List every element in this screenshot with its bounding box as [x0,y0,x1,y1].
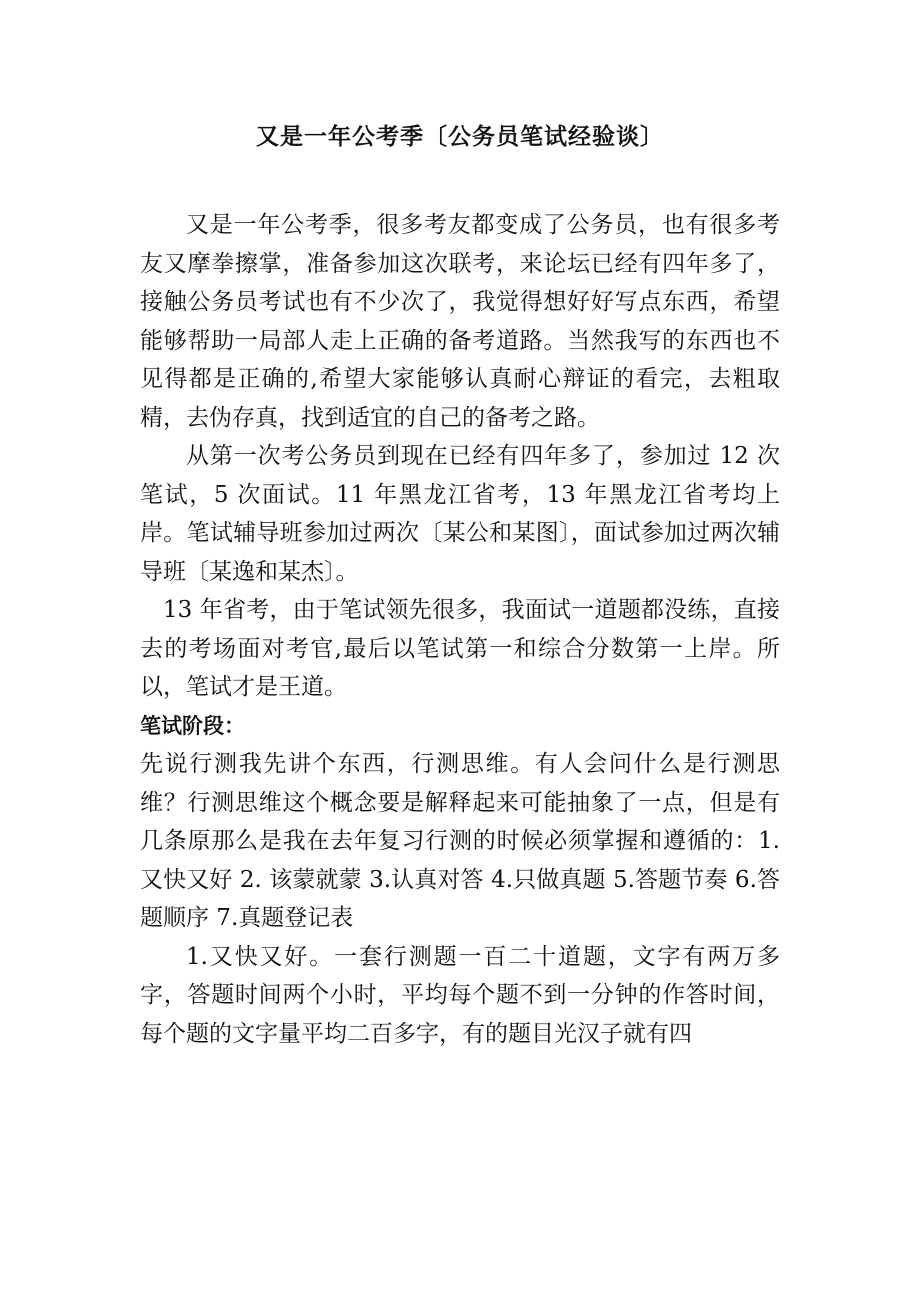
document-title: 又是一年公考季〔公务员笔试经验谈〕 [256,124,664,150]
paragraph-fast-and-good: 1.又快又好。一套行测题一百二十道题，文字有两万多字，答题时间两个小时，平均每个题不到一分钟的作答时间，每个题的文字量平均二百多字，有的题目光汉子就有四 [140,943,780,1047]
section-heading: 笔试阶段： [140,713,245,738]
document-body [140,206,780,1053]
paragraph-experience: 从第一次考公务员到现在已经有四年多了，参加过 12 次笔试，5 次面试。11 年黑龙江省考，13 年黑龙江省考均上岸。笔试辅导班参加过两次〔某公和某图〕，面试参加过两次辅导班〔某逸和某杰〕。 [140,443,780,585]
paragraph-xingce-thinking: 先说行测我先讲个东西，行测思维。有人会问什么是行测思维？行测思维这个概念要是解释起来可能抽象了一点，但是有几条原那么是我在去年复习行测的时候必须掌握和遵循的：1.又快又好 2. 该蒙就蒙 3.认真对答 4.只做真题 5.答题节奏 6.答题顺序 7.真题登记表 [140,751,780,931]
paragraph-result: 13 年省考，由于笔试领先很多，我面试一道题都没练，直接去的考场面对考官,最后以笔试第一和综合分数第一上岸。所以，笔试才是王道。 [140,597,780,700]
paragraph-intro: 又是一年公考季，很多考友都变成了公务员，也有很多考友又摩拳擦掌，准备参加这次联考，来论坛已经有四年多了，接触公务员考试也有不少次了，我觉得想好好写点东西，希望能够帮助一局部人走上正确的备考道路。当然我写的东西也不见得都是正确的,希望大家能够认真耐心辩证的看完，去粗取精，去伪存真，找到适宜的自己的备考之路。 [140,212,780,431]
